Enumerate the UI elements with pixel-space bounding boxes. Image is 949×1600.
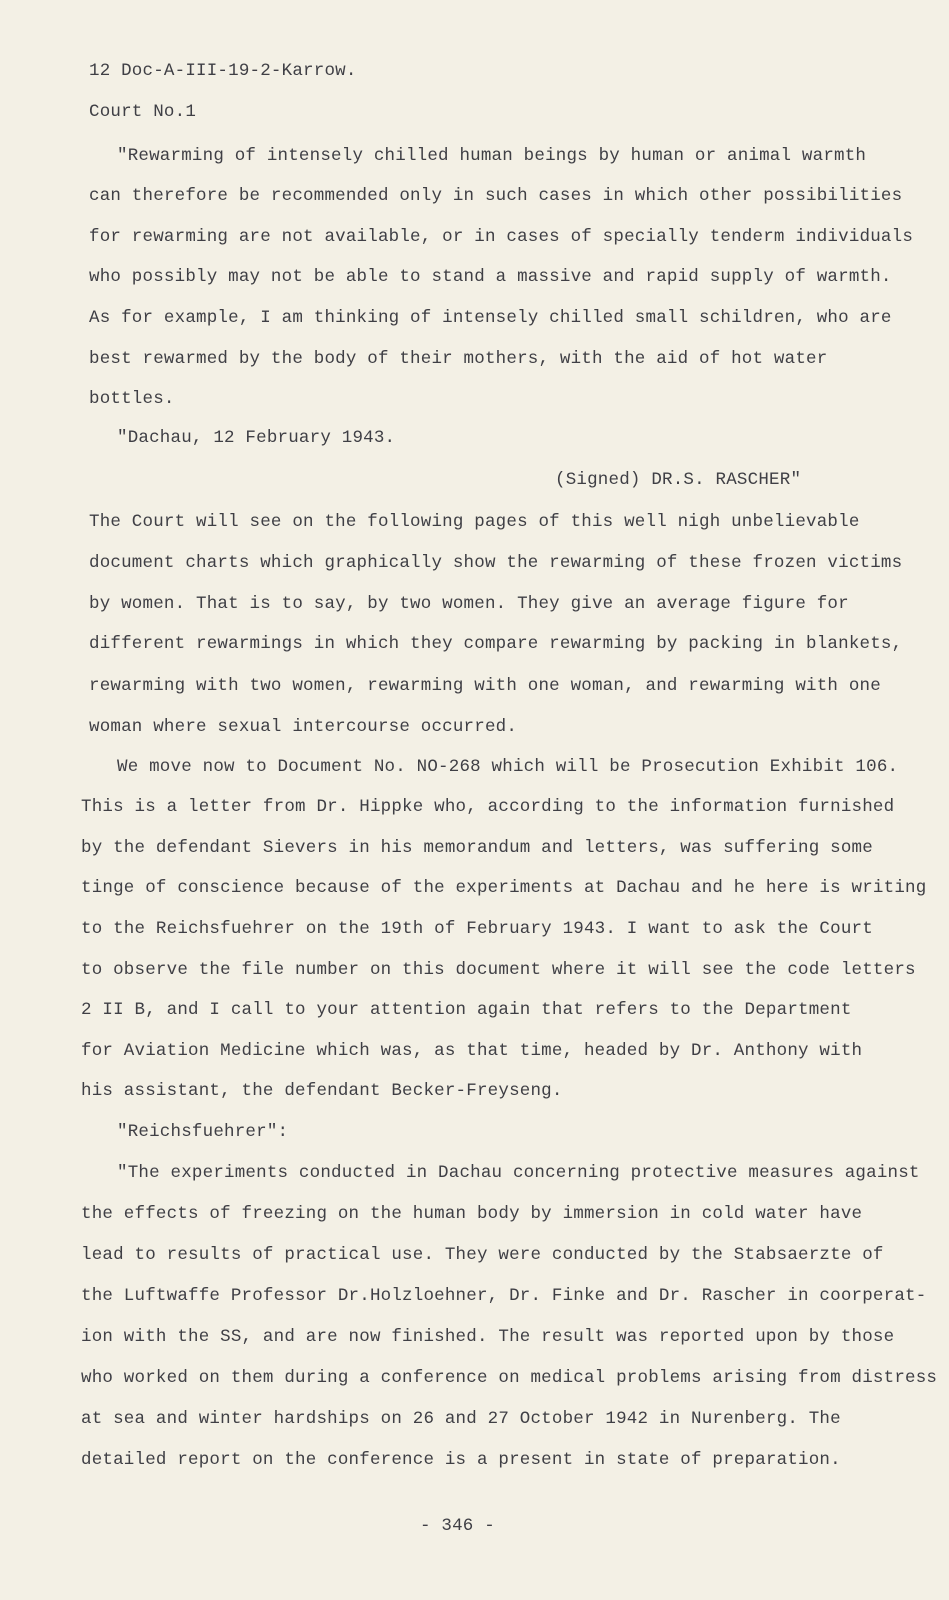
text-line: different rewarmings in which they compare rewarming by packing in blankets, bbox=[89, 634, 903, 654]
document-reference: 12 Doc-A-III-19-2-Karrow. bbox=[89, 61, 357, 81]
text-line: 2 II B, and I call to your attention again that refers to the Department bbox=[81, 1000, 852, 1020]
text-line: lead to results of practical use. They were conducted by the Stabsaerzte of bbox=[81, 1245, 884, 1265]
text-line: rewarming with two women, rewarming with one woman, and rewarming with one bbox=[89, 676, 881, 696]
text-line: bottles. bbox=[89, 389, 175, 409]
dateline: "Dachau, 12 February 1943. bbox=[117, 428, 396, 448]
text-line: at sea and winter hardships on 26 and 27 October 1942 in Nurenberg. The bbox=[81, 1409, 841, 1429]
text-line: The Court will see on the following pages of this well nigh unbelievable bbox=[89, 512, 860, 532]
text-line: This is a letter from Dr. Hippke who, according to the information furnished bbox=[81, 797, 895, 817]
text-line: for Aviation Medicine which was, as that time, headed by Dr. Anthony with bbox=[81, 1041, 863, 1061]
text-line: his assistant, the defendant Becker-Freyseng. bbox=[81, 1081, 563, 1101]
page-number: - 346 - bbox=[420, 1516, 495, 1536]
text-line: can therefore be recommended only in such cases in which other possibilities bbox=[89, 186, 903, 206]
text-line: the effects of freezing on the human body by immersion in cold water have bbox=[81, 1204, 863, 1224]
text-line: for rewarming are not available, or in cases of specially tenderm individuals bbox=[89, 227, 914, 247]
text-line: best rewarmed by the body of their mothers, with the aid of hot water bbox=[89, 349, 828, 369]
text-line: the Luftwaffe Professor Dr.Holzloehner, Dr. Finke and Dr. Rascher in coorperat- bbox=[81, 1286, 927, 1306]
text-line: who possibly may not be able to stand a massive and rapid supply of warmth. bbox=[89, 267, 892, 287]
text-line: detailed report on the conference is a present in state of preparation. bbox=[81, 1450, 841, 1470]
text-line: "Rewarming of intensely chilled human beings by human or animal warmth bbox=[117, 146, 867, 166]
text-line: document charts which graphically show the rewarming of these frozen victims bbox=[89, 553, 903, 573]
text-line: tinge of conscience because of the experiments at Dachau and he here is writing bbox=[81, 878, 927, 898]
text-line: We move now to Document No. NO-268 which will be Prosecution Exhibit 106. bbox=[117, 757, 899, 777]
text-line: As for example, I am thinking of intensely chilled small schildren, who are bbox=[89, 308, 892, 328]
salutation: "Reichsfuehrer": bbox=[117, 1122, 289, 1142]
text-line: who worked on them during a conference on medical problems arising from distress bbox=[81, 1368, 938, 1388]
text-line: by the defendant Sievers in his memorandum and letters, was suffering some bbox=[81, 838, 873, 858]
text-line: "The experiments conducted in Dachau concerning protective measures against bbox=[117, 1163, 920, 1183]
signature-line: (Signed) DR.S. RASCHER" bbox=[555, 470, 802, 490]
text-line: ion with the SS, and are now finished. The result was reported upon by those bbox=[81, 1327, 895, 1347]
text-line: by women. That is to say, by two women. They give an average figure for bbox=[89, 594, 849, 614]
text-line: to the Reichsfuehrer on the 19th of February 1943. I want to ask the Court bbox=[81, 919, 873, 939]
text-line: woman where sexual intercourse occurred. bbox=[89, 717, 518, 737]
text-line: to observe the file number on this document where it will see the code letters bbox=[81, 960, 916, 980]
court-number: Court No.1 bbox=[89, 102, 197, 122]
